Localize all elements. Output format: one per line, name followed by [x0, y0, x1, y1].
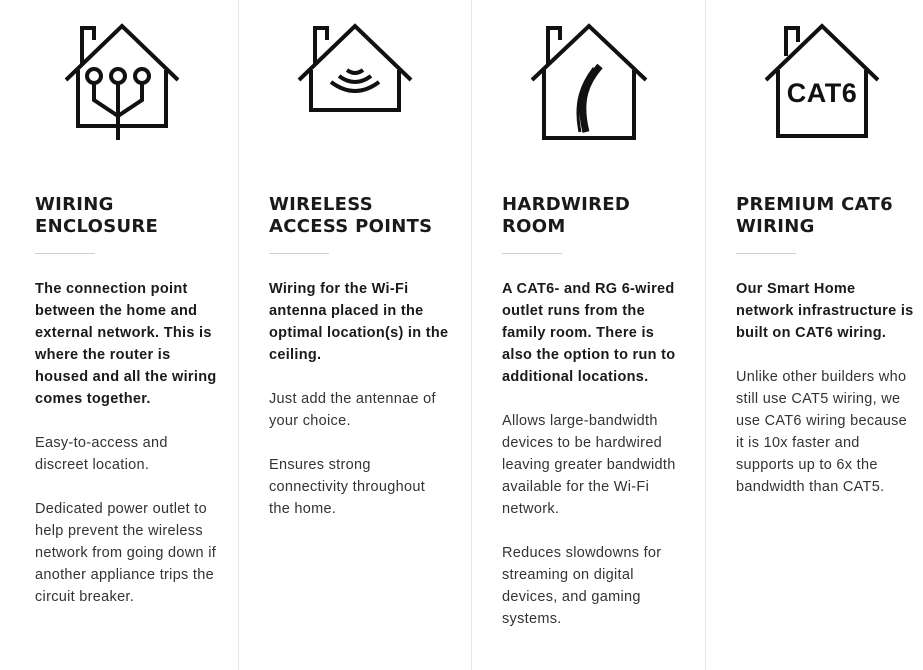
feature-title: WIRELESS ACCESS POINTS: [269, 194, 433, 237]
feature-lead-text: Our Smart Home network infrastructure is built on CAT6 wiring.: [736, 281, 914, 341]
feature-description: [35, 278, 220, 630]
feature-wireless-access-points: [238, 0, 472, 670]
feature-detail-text: Ensures strong connectivity throughout the home.: [269, 457, 426, 517]
feature-description: [269, 278, 449, 542]
house-wireless-signal-icon: [295, 20, 415, 114]
house-cat6-icon: [762, 20, 882, 140]
divider: [736, 253, 796, 254]
cat6-label: CAT6: [786, 78, 858, 108]
feature-description: [736, 278, 916, 520]
feature-hardwired-room: [471, 0, 706, 670]
feature-premium-cat6-wiring: [705, 0, 923, 670]
feature-detail-text: Allows large-bandwidth devices to be hardwired leaving greater bandwidth available for the Wi-Fi network.: [502, 413, 676, 517]
house-wiring-enclosure-icon: [62, 20, 182, 144]
feature-detail-text: Reduces slowdowns for streaming on digital devices, and gaming systems.: [502, 545, 662, 627]
feature-title: HARDWIRED ROOM: [502, 194, 631, 237]
divider: [502, 253, 562, 254]
feature-detail-text: Easy-to-access and discreet location.: [35, 435, 168, 473]
feature-detail-text: Dedicated power outlet to help prevent the wireless network from going down if another appliance trips the circuit breaker.: [35, 501, 217, 605]
feature-title: WIRING ENCLOSURE: [35, 194, 159, 237]
feature-title: PREMIUM CAT6 WIRING: [736, 194, 893, 237]
feature-lead-text: The connection point between the home and external network. This is where the router is housed and all the wiring comes together.: [35, 281, 217, 407]
feature-wiring-enclosure: [0, 0, 238, 670]
divider: [35, 253, 95, 254]
divider: [269, 253, 329, 254]
feature-detail-text: Just add the antennae of your choice.: [269, 391, 436, 429]
feature-lead-text: A CAT6- and RG 6-wired outlet runs from the family room. There is also the option to run to additional locations.: [502, 281, 676, 385]
feature-description: [502, 278, 682, 652]
feature-detail-text: Unlike other builders who still use CAT5 wiring, we use CAT6 wiring because it is 10x faster and supports up to 6x the bandwidth than CAT5.: [736, 369, 908, 495]
house-cable-icon: [528, 20, 650, 144]
feature-lead-text: Wiring for the Wi-Fi antenna placed in the optimal location(s) in the ceiling.: [269, 281, 449, 363]
